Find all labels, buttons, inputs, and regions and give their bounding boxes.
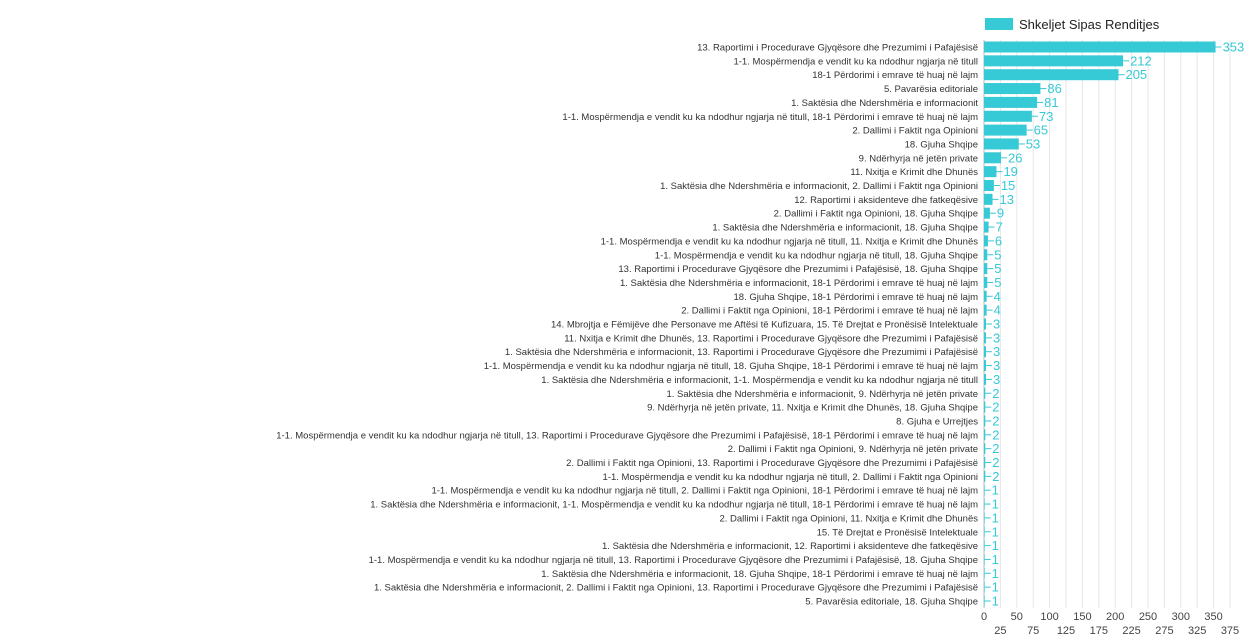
value-label: 65 — [1033, 122, 1049, 138]
bar[interactable] — [984, 332, 986, 343]
value-label: 353 — [1222, 39, 1245, 55]
legend[interactable] — [985, 17, 1160, 32]
bar[interactable] — [984, 277, 987, 288]
value-label: 81 — [1044, 94, 1059, 110]
value-label: 7 — [995, 219, 1003, 235]
value-label: 1 — [991, 524, 999, 540]
x-tick-label: 275 — [1155, 625, 1174, 637]
value-label: 4 — [993, 288, 1001, 304]
bar[interactable] — [984, 166, 996, 177]
bar[interactable] — [984, 374, 986, 385]
value-label: 1 — [991, 551, 999, 567]
bar[interactable] — [984, 429, 985, 440]
category-label: 18. Gjuha Shqipe, 18-1 Përdorimi i emrave të huaj në lajm — [733, 291, 978, 303]
x-tick-label: 300 — [1171, 611, 1190, 623]
value-label: 1 — [991, 593, 999, 609]
category-label: 1. Saktësia dhe Ndershmëria e informacionit, 12. Raportimi i aksidenteve dhe fatkeqësive — [602, 541, 978, 553]
value-label: 5 — [994, 274, 1002, 290]
bar[interactable] — [984, 69, 1118, 80]
value-label: 2 — [992, 427, 1000, 443]
category-label: 13. Raportimi i Procedurave Gjyqësore dhe Prezumimi i Pafajësisë, 18. Gjuha Shqipe — [618, 264, 978, 276]
category-label: 1-1. Mospërmendja e vendit ku ka ndodhur ngjarja në titull, 13. Raportimi i Procedurave Gjyqësore dhe Prezumimi i Pafajësisë, 18-1 Përdorimi i emrave të huaj në lajm — [276, 430, 978, 442]
x-tick-label: 175 — [1089, 625, 1108, 637]
bar[interactable] — [984, 180, 994, 191]
value-label: 13 — [999, 191, 1014, 207]
value-label: 86 — [1047, 81, 1062, 97]
bar[interactable] — [984, 305, 987, 316]
value-label: 15 — [1000, 178, 1016, 193]
value-label: 2 — [992, 413, 1000, 429]
bar[interactable] — [984, 443, 985, 454]
bar[interactable] — [984, 388, 985, 399]
bar[interactable] — [984, 263, 987, 274]
x-tick-label: 150 — [1073, 611, 1092, 623]
bar[interactable] — [984, 360, 986, 371]
category-label: 1. Saktësia dhe Ndershmëria e informacionit, 18. Gjuha Shqipe — [712, 222, 978, 234]
category-label: 13. Raportimi i Procedurave Gjyqësore dhe Prezumimi i Pafajësisë — [697, 42, 978, 54]
category-label: 1. Saktësia dhe Ndershmëria e informacionit, 2. Dallimi i Faktit nga Opinioni — [660, 181, 978, 192]
value-label: 212 — [1130, 53, 1152, 69]
legend-label: Shkeljet Sipas Renditjes — [1019, 17, 1160, 32]
category-label: 1-1. Mospërmendja e vendit ku ka ndodhur ngjarja në titull, 2. Dallimi i Faktit nga Opinioni, 18-1 Përdorimi i emrave të huaj në lajm — [431, 485, 978, 497]
value-label: 2 — [992, 441, 1000, 457]
bar[interactable] — [984, 97, 1037, 108]
category-label: 1. Saktësia dhe Ndershmëria e informacionit, 18-1 Përdorimi i emrave të huaj në lajm — [620, 277, 978, 289]
category-label: 8. Gjuha e Urrejtjes — [896, 416, 978, 428]
category-label: 1-1. Mospërmendja e vendit ku ka ndodhur ngjarja në titull, 11. Nxitja e Krimit dhe Dhunës — [600, 236, 978, 248]
x-tick-label: 250 — [1138, 611, 1158, 623]
bar[interactable] — [984, 540, 985, 551]
category-label: 1. Saktësia dhe Ndershmëria e informacionit, 1-1. Mospërmendja e vendit ku ka ndodhur ngjarja në titull — [541, 374, 978, 386]
bar[interactable] — [984, 194, 993, 205]
bar[interactable] — [984, 83, 1040, 94]
legend-swatch — [985, 18, 1013, 30]
bar[interactable] — [984, 208, 990, 219]
bar[interactable] — [984, 346, 986, 357]
value-label: 1 — [991, 510, 999, 526]
bar[interactable] — [984, 512, 985, 523]
bar[interactable] — [984, 582, 985, 593]
category-label: 1-1. Mospërmendja e vendit ku ka ndodhur ngjarja në titull, 2. Dallimi i Faktit nga Opinioni — [602, 471, 978, 483]
bar[interactable] — [984, 499, 985, 510]
bar[interactable] — [984, 249, 987, 260]
value-label: 2 — [992, 468, 1000, 484]
value-label: 3 — [992, 358, 1001, 374]
bar[interactable] — [984, 568, 985, 579]
value-label: 3 — [992, 371, 1001, 387]
bar[interactable] — [984, 42, 1216, 53]
bar[interactable] — [984, 554, 985, 565]
bar[interactable] — [984, 485, 985, 496]
x-tick-label: 375 — [1220, 625, 1240, 637]
bar[interactable] — [984, 291, 987, 302]
x-tick-label: 225 — [1122, 625, 1141, 637]
category-label: 1. Saktësia dhe Ndershmëria e informacionit, 9. Ndërhyrja në jetën private — [666, 388, 978, 400]
category-label: 1-1. Mospërmendja e vendit ku ka ndodhur ngjarja në titull, 18-1 Përdorimi i emrave të huaj në lajm — [562, 111, 978, 123]
x-axis-ticks — [981, 611, 1239, 637]
x-tick-label: 350 — [1204, 611, 1223, 623]
value-label: 4 — [993, 302, 1001, 318]
bar[interactable] — [984, 471, 985, 482]
category-label: 12. Raportimi i aksidenteve dhe fatkeqësive — [794, 194, 978, 206]
value-label: 5 — [994, 261, 1002, 277]
category-label: 1-1. Mospërmendja e vendit ku ka ndodhur ngjarja në titull — [733, 56, 978, 68]
value-label: 2 — [992, 399, 1000, 415]
value-label: 3 — [992, 330, 1001, 346]
value-label: 6 — [994, 233, 1003, 249]
category-label: 2. Dallimi i Faktit nga Opinioni, 13. Raportimi i Procedurave Gjyqësore dhe Prezumimi i Pafajësisë — [566, 458, 978, 469]
value-label: 9 — [996, 205, 1005, 221]
category-label: 9. Ndërhyrja në jetën private — [858, 153, 978, 165]
bar[interactable] — [984, 596, 985, 607]
category-label: 1. Saktësia dhe Ndershmëria e informacionit, 2. Dallimi i Faktit nga Opinioni, 13. Raportimi i Procedurave Gjyqësore dhe Prezumimi i Pafajësisë — [373, 582, 978, 594]
category-label: 1-1. Mospërmendja e vendit ku ka ndodhur ngjarja në titull, 18. Gjuha Shqipe, 18-1 Përdorimi i emrave të huaj në lajm — [483, 361, 978, 373]
category-label: 11. Nxitja e Krimit dhe Dhunës, 13. Raportimi i Procedurave Gjyqësore dhe Prezumimi i Pafajësisë — [564, 333, 978, 345]
x-tick-label: 200 — [1106, 611, 1125, 623]
bar[interactable] — [984, 111, 1032, 122]
category-label: 1. Saktësia dhe Ndershmëria e informacionit, 13. Raportimi i Procedurave Gjyqësore dhe Prezumimi i Pafajësisë — [504, 347, 978, 359]
bar[interactable] — [984, 526, 985, 537]
bar[interactable] — [984, 55, 1123, 66]
category-label: 5. Pavarësia editoriale — [884, 84, 978, 96]
category-label: 9. Ndërhyrja në jetën private, 11. Nxitja e Krimit dhe Dhunës, 18. Gjuha Shqipe — [647, 402, 978, 414]
value-label: 26 — [1008, 150, 1023, 166]
value-label: 1 — [991, 482, 999, 498]
bar[interactable] — [984, 138, 1019, 149]
category-label: 5. Pavarësia editoriale, 18. Gjuha Shqipe — [805, 596, 978, 608]
category-label: 18-1 Përdorimi i emrave të huaj në lajm — [812, 70, 978, 82]
category-label: 1-1. Mospërmendja e vendit ku ka ndodhur ngjarja në titull, 13. Raportimi i Procedurave Gjyqësore dhe Prezumimi i Pafajësisë, 18. Gjuha Shqipe — [368, 554, 978, 566]
bar[interactable] — [984, 457, 985, 468]
category-label: 1. Saktësia dhe Ndershmëria e informacionit, 18. Gjuha Shqipe, 18-1 Përdorimi i emrave të huaj në lajm — [541, 568, 978, 580]
category-label: 14. Mbrojtja e Fëmijëve dhe Personave me Aftësi të Kufizuara, 15. Të Drejtat e Pronësisë Intelektuale — [550, 319, 978, 331]
category-label: 2. Dallimi i Faktit nga Opinioni, 9. Ndërhyrja në jetën private — [727, 444, 978, 456]
value-label: 1 — [991, 565, 999, 581]
category-label: 1-1. Mospërmendja e vendit ku ka ndodhur ngjarja në titull, 18. Gjuha Shqipe — [654, 250, 978, 262]
x-tick-label: 100 — [1040, 611, 1059, 623]
bar[interactable] — [984, 402, 985, 413]
x-tick-label: 25 — [994, 625, 1007, 637]
x-tick-label: 325 — [1188, 625, 1207, 637]
value-label: 73 — [1038, 108, 1054, 124]
category-label: 2. Dallimi i Faktit nga Opinioni — [852, 125, 978, 137]
bar[interactable] — [984, 152, 1001, 163]
bar[interactable] — [984, 222, 989, 233]
category-label: 1. Saktësia dhe Ndershmëria e informacionit, 1-1. Mospërmendja e vendit ku ka ndodhur ngjarja në titull, 18-1 Përdorimi i emrave të huaj në lajm — [370, 499, 978, 511]
category-labels — [276, 43, 978, 608]
bar[interactable] — [984, 125, 1027, 136]
bar[interactable] — [984, 319, 986, 330]
x-tick-label: 75 — [1027, 625, 1040, 637]
category-label: 15. Të Drejtat e Pronësisë Intelektuale — [816, 527, 978, 539]
value-label: 1 — [991, 538, 999, 554]
x-tick-label: 0 — [980, 611, 988, 623]
value-label: 2 — [992, 385, 1000, 401]
category-label: 1. Saktësia dhe Ndershmëria e informacionit — [791, 97, 978, 109]
value-label: 2 — [992, 455, 1000, 470]
bar[interactable] — [984, 415, 985, 426]
bar[interactable] — [984, 235, 988, 246]
category-label: 2. Dallimi i Faktit nga Opinioni, 11. Nxitja e Krimit dhe Dhunës — [719, 513, 978, 525]
value-label: 1 — [991, 496, 999, 512]
value-label: 53 — [1025, 136, 1041, 152]
value-label: 205 — [1125, 67, 1148, 83]
value-label: 19 — [1003, 164, 1018, 180]
value-label: 1 — [991, 579, 999, 595]
x-tick-label: 50 — [1010, 611, 1023, 623]
category-label: 11. Nxitja e Krimit dhe Dhunës — [850, 167, 978, 179]
value-label: 3 — [992, 344, 1001, 360]
category-label: 2. Dallimi i Faktit nga Opinioni, 18. Gjuha Shqipe — [773, 208, 978, 220]
value-label: 3 — [992, 316, 1001, 332]
category-label: 18. Gjuha Shqipe — [904, 139, 978, 151]
value-label: 5 — [994, 247, 1002, 263]
x-tick-label: 125 — [1056, 625, 1076, 637]
category-label: 2. Dallimi i Faktit nga Opinioni, 18-1 Përdorimi i emrave të huaj në lajm — [681, 305, 978, 317]
